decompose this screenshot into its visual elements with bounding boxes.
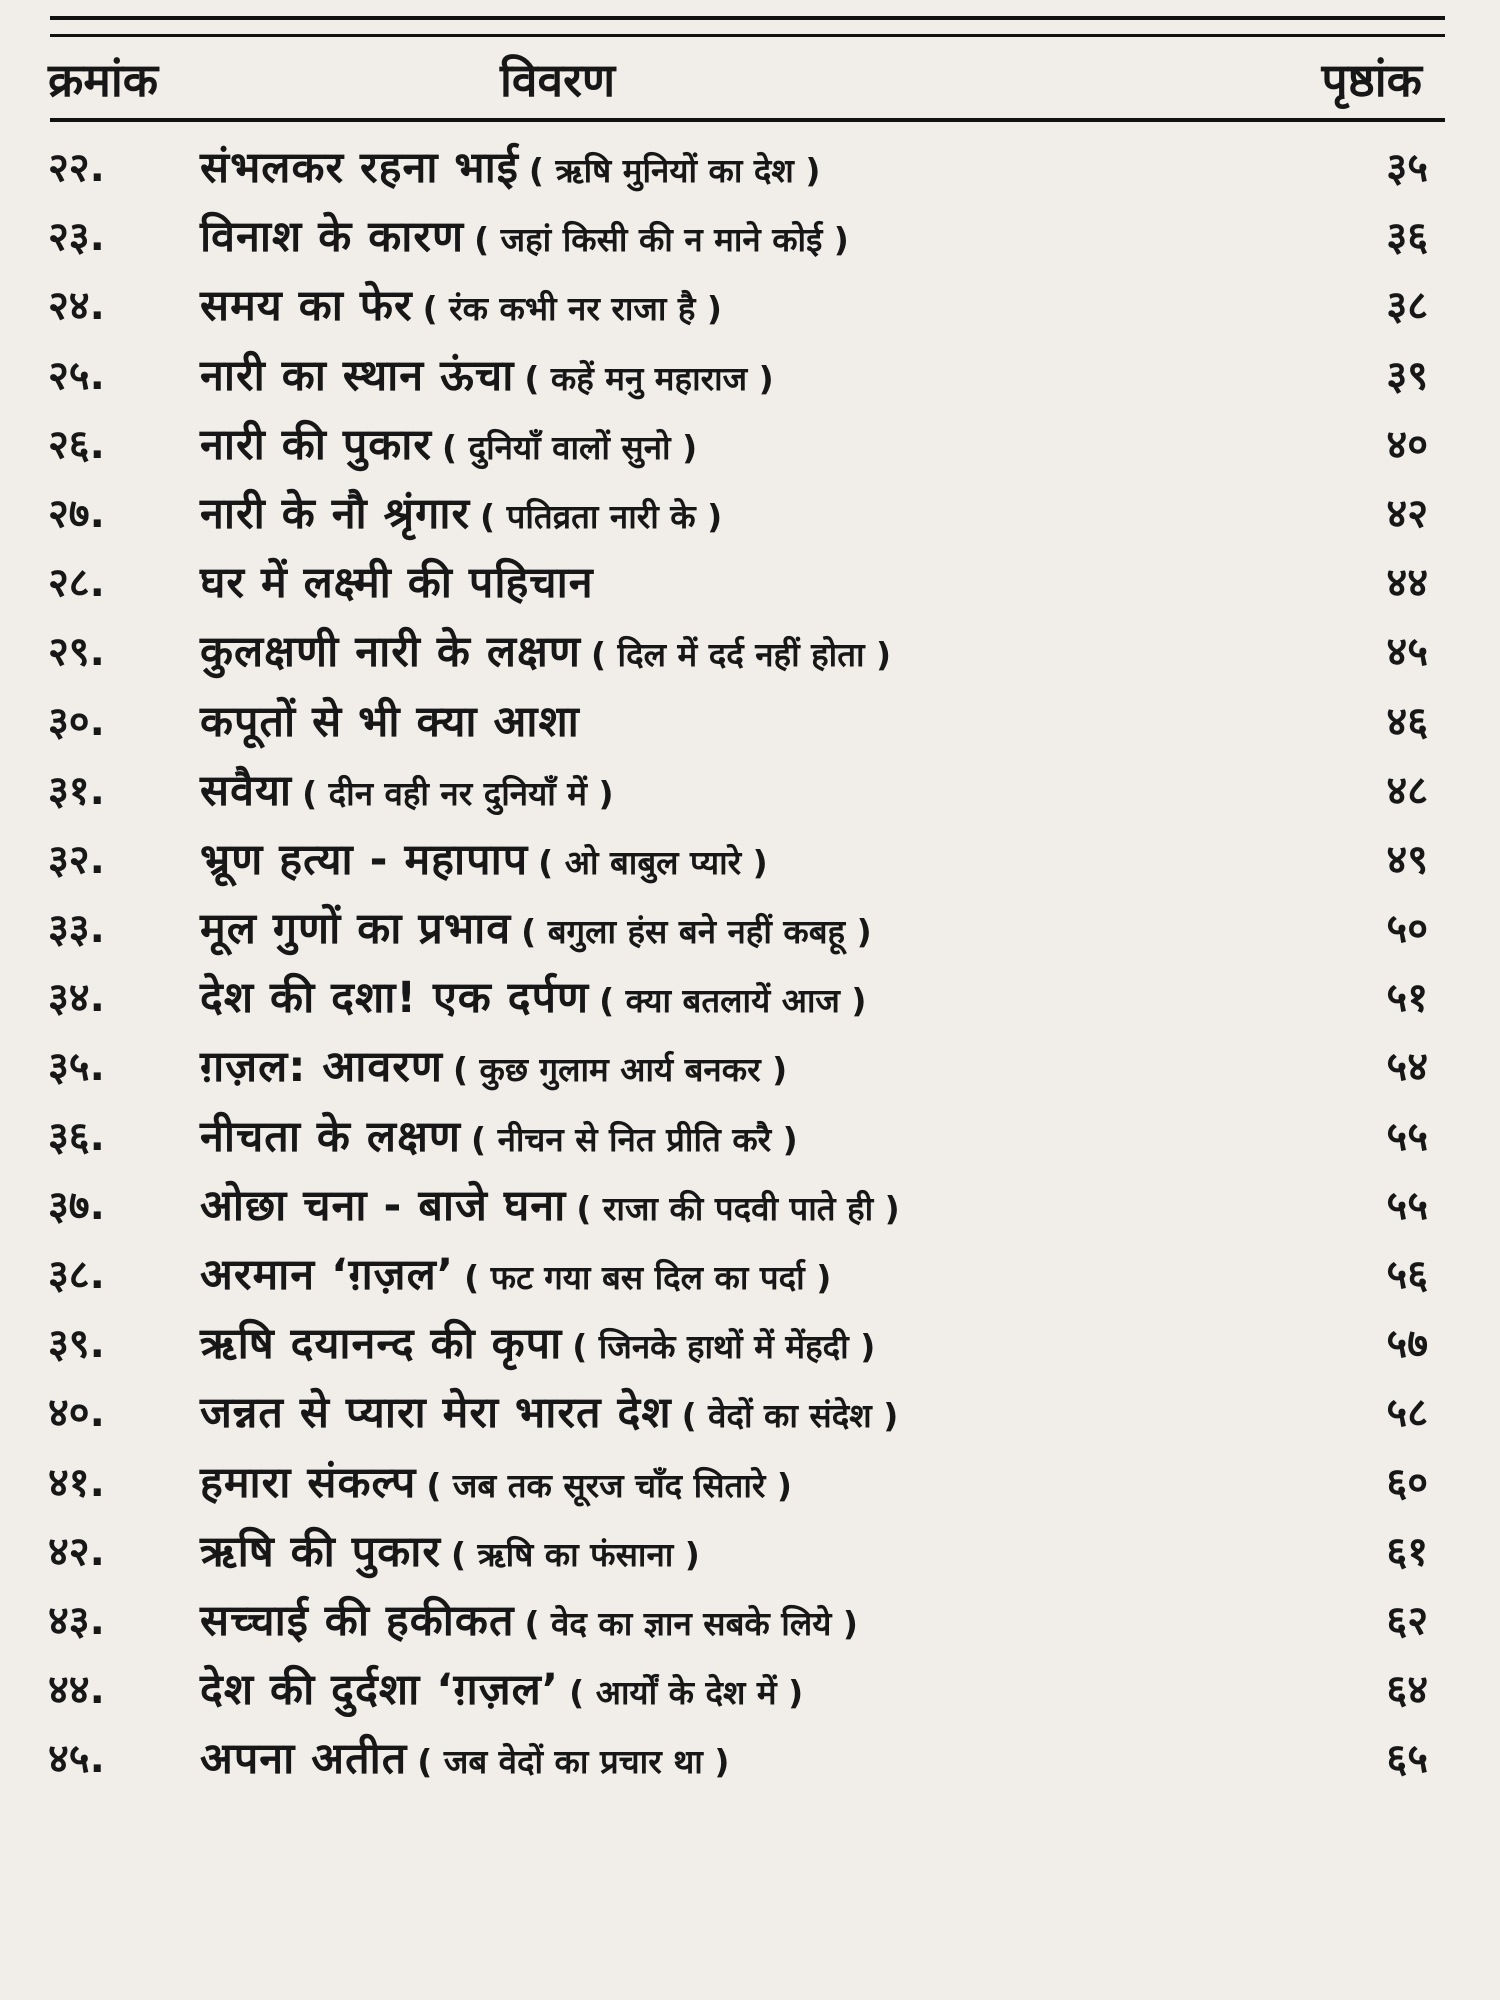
entry-subtitle: ( रंक कभी नर राजा है ) [422,289,723,329]
entry-number: ३९. [48,1321,105,1368]
entry-description [200,140,1300,205]
entry-description [200,1385,1300,1450]
entry-page-number: ४० [1386,421,1428,468]
entry-number: ४३. [48,1597,105,1644]
entry-title: ऋषि दयानन्द की कृपा [200,1319,563,1370]
entry-description [200,901,1300,966]
entry-number: ३६. [48,1113,105,1160]
contents-row [0,1723,1500,1792]
entry-title: अरमान ‘ग़ज़ल’ [200,1250,455,1300]
entry-description [200,1247,1300,1312]
entry-description [200,1455,1300,1520]
entry-page-number: ६१ [1386,1528,1428,1575]
entry-title: नारी के नौ श्रृंगार [200,488,471,539]
entry-number: ४५. [48,1736,105,1783]
entry-page-number: ४५ [1386,629,1428,676]
entry-subtitle: ( नीचन से नित प्रीति करै ) [471,1119,798,1159]
entry-title: हमारा संकल्प [200,1457,417,1508]
entry-title: सच्चाई की हकीकत [200,1595,515,1646]
contents-row [0,547,1500,616]
entry-page-number: ३९ [1386,352,1428,399]
entry-number: ४२. [48,1528,105,1575]
entry-title: मूल गुणों का प्रभाव [200,904,512,955]
entry-page-number: ५१ [1386,975,1428,1022]
contents-row [0,824,1500,893]
entry-number: २४. [48,283,105,330]
entry-subtitle: ( वेदों का संदेश ) [681,1396,899,1436]
entry-page-number: ६४ [1386,1667,1428,1714]
entry-description [200,970,1300,1035]
contents-row [0,616,1500,685]
contents-row [0,340,1500,409]
entry-description [200,1731,1300,1796]
entry-title: कुलक्षणी नारी के लक्षण [200,627,581,678]
contents-row [0,1447,1500,1516]
entry-page-number: ५८ [1386,1390,1428,1437]
page-column-header: पृष्ठांक [1321,53,1422,107]
entry-title: घर में लक्ष्मी की पहिचान [200,558,594,609]
contents-row [0,893,1500,962]
entry-page-number: ५७ [1386,1321,1428,1368]
entry-title: विनाश के कारण [200,212,465,263]
entry-page-number: ४९ [1386,836,1428,883]
entry-number: २९. [48,629,105,676]
contents-row [0,1377,1500,1446]
contents-row [0,686,1500,755]
entry-description [200,694,1300,759]
entry-page-number: ४२ [1386,490,1428,537]
entry-page-number: ६० [1386,1459,1428,1506]
entry-number: ३५. [48,1044,105,1091]
entry-subtitle: ( ऋषि मुनियों का देश ) [528,151,821,190]
entry-number: ४१. [48,1459,105,1506]
entry-number: २५. [48,352,105,399]
entry-description [200,417,1300,482]
entry-subtitle: ( वेद का ज्ञान सबके लिये ) [524,1603,858,1643]
entry-subtitle: ( दुनियाँ वालों सुनो ) [442,427,698,467]
entry-page-number: ४८ [1386,767,1428,814]
entry-number: २३. [48,214,105,261]
entry-title: सवैया [200,765,293,816]
entry-number: ४४. [48,1667,105,1714]
entry-number: ४०. [48,1390,105,1437]
description-column-header: विवरण [500,53,616,107]
entry-page-number: ३८ [1386,283,1428,330]
contents-list [0,132,1500,1793]
entry-subtitle: ( ओ बाबुल प्यारे ) [538,842,768,882]
header-rule [50,118,1445,122]
entry-description [200,1662,1300,1727]
top-rule-inner [50,34,1445,37]
entry-subtitle: ( बगुला हंस बने नहीं कबहू ) [521,912,872,952]
entry-title: अपना अतीत [200,1734,408,1785]
entry-page-number: ५६ [1386,1252,1428,1298]
entry-number: ३२. [48,836,105,883]
entry-number: ३०. [48,698,105,745]
entry-number: ३७. [48,1182,105,1229]
contents-row [0,1585,1500,1654]
entry-page-number: ६२ [1386,1597,1428,1644]
entry-page-number: ४६ [1386,698,1428,745]
entry-number: ३८. [48,1252,105,1298]
entry-page-number: ५० [1386,906,1428,953]
entry-description [200,486,1300,551]
contents-row [0,478,1500,547]
entry-subtitle: ( जहां किसी की न माने कोई ) [474,220,849,260]
contents-row [0,1516,1500,1585]
entry-page-number: ३६ [1386,214,1428,261]
entry-description [200,1524,1300,1589]
entry-title: देश की दुर्दशा ‘ग़ज़ल’ [200,1665,560,1716]
entry-title: नीचता के लक्षण [200,1111,461,1162]
entry-description [200,278,1300,343]
entry-description [200,763,1300,828]
entry-subtitle: ( कुछ गुलाम आर्य बनकर ) [452,1050,788,1090]
entry-description [200,1316,1300,1381]
entry-subtitle: ( राजा की पदवी पाते ही ) [576,1188,900,1228]
entry-title: संभलकर रहना भाई [200,143,519,193]
entry-description [200,624,1300,689]
entry-subtitle: ( जब वेदों का प्रचार था ) [417,1742,730,1782]
entry-subtitle: ( ऋषि का फंसाना ) [450,1534,700,1574]
entry-page-number: ५४ [1386,1044,1428,1091]
entry-title: भ्रूण हत्या - महापाप [200,834,529,885]
entry-number: २७. [48,490,105,537]
entry-subtitle: ( कहें मनु महाराज ) [524,358,774,398]
entry-description [200,1109,1300,1174]
contents-row [0,409,1500,478]
entry-number: २६. [48,421,105,468]
entry-description [200,555,1300,620]
entry-page-number: ६५ [1386,1736,1428,1783]
entry-description [200,832,1300,897]
entry-title: कपूतों से भी क्या आशा [200,696,580,747]
contents-row [0,1308,1500,1377]
entry-subtitle: ( पतिव्रता नारी के ) [480,496,723,536]
contents-row [0,270,1500,339]
entry-number: २२. [48,145,105,191]
entry-title: देश की दशा! एक दर्पण [200,973,590,1024]
entry-title: नारी का स्थान ऊंचा [200,350,515,401]
entry-title: नारी की पुकार [200,419,432,470]
contents-row [0,1239,1500,1308]
entry-description [200,348,1300,413]
entry-page-number: ५५ [1386,1182,1428,1229]
entry-subtitle: ( जिनके हाथों में मेंहदी ) [572,1327,876,1367]
entry-page-number: ४४ [1386,560,1428,607]
entry-subtitle: ( जब तक सूरज चाँद सितारे ) [426,1465,792,1505]
entry-description [200,1178,1300,1243]
entry-subtitle: ( दिल में दर्द नहीं होता ) [590,635,892,675]
entry-title: समय का फेर [200,281,413,332]
entry-description [200,1039,1300,1104]
contents-row [0,1654,1500,1723]
entry-title: ओछा चना - बाजे घना [200,1180,567,1231]
entry-subtitle: ( क्या बतलायें आज ) [599,981,867,1021]
top-rule [50,16,1445,20]
entry-page-number: ५५ [1386,1113,1428,1160]
entry-number: २८. [48,560,105,607]
entry-description [200,1593,1300,1658]
entry-number: ३४. [48,975,105,1022]
entry-title: ग़ज़ल: आवरण [200,1042,443,1093]
entry-subtitle: ( फट गया बस दिल का पर्दा ) [464,1258,832,1297]
contents-row [0,1170,1500,1239]
entry-description [200,209,1300,274]
contents-row [0,201,1500,270]
serial-column-header: क्रमांक [48,53,159,107]
entry-title: ऋषि की पुकार [200,1526,441,1577]
entry-number: ३३. [48,906,105,953]
entry-page-number: ३५ [1386,145,1428,191]
entry-title: जन्नत से प्यारा मेरा भारत देश [200,1388,672,1439]
entry-number: ३१. [48,767,105,814]
contents-row [0,962,1500,1031]
contents-row [0,1101,1500,1170]
contents-row [0,755,1500,824]
contents-row [0,132,1500,201]
entry-subtitle: ( आर्यों के देश में ) [569,1673,804,1713]
contents-row [0,1031,1500,1100]
entry-subtitle: ( दीन वही नर दुनियाँ में ) [302,773,614,813]
